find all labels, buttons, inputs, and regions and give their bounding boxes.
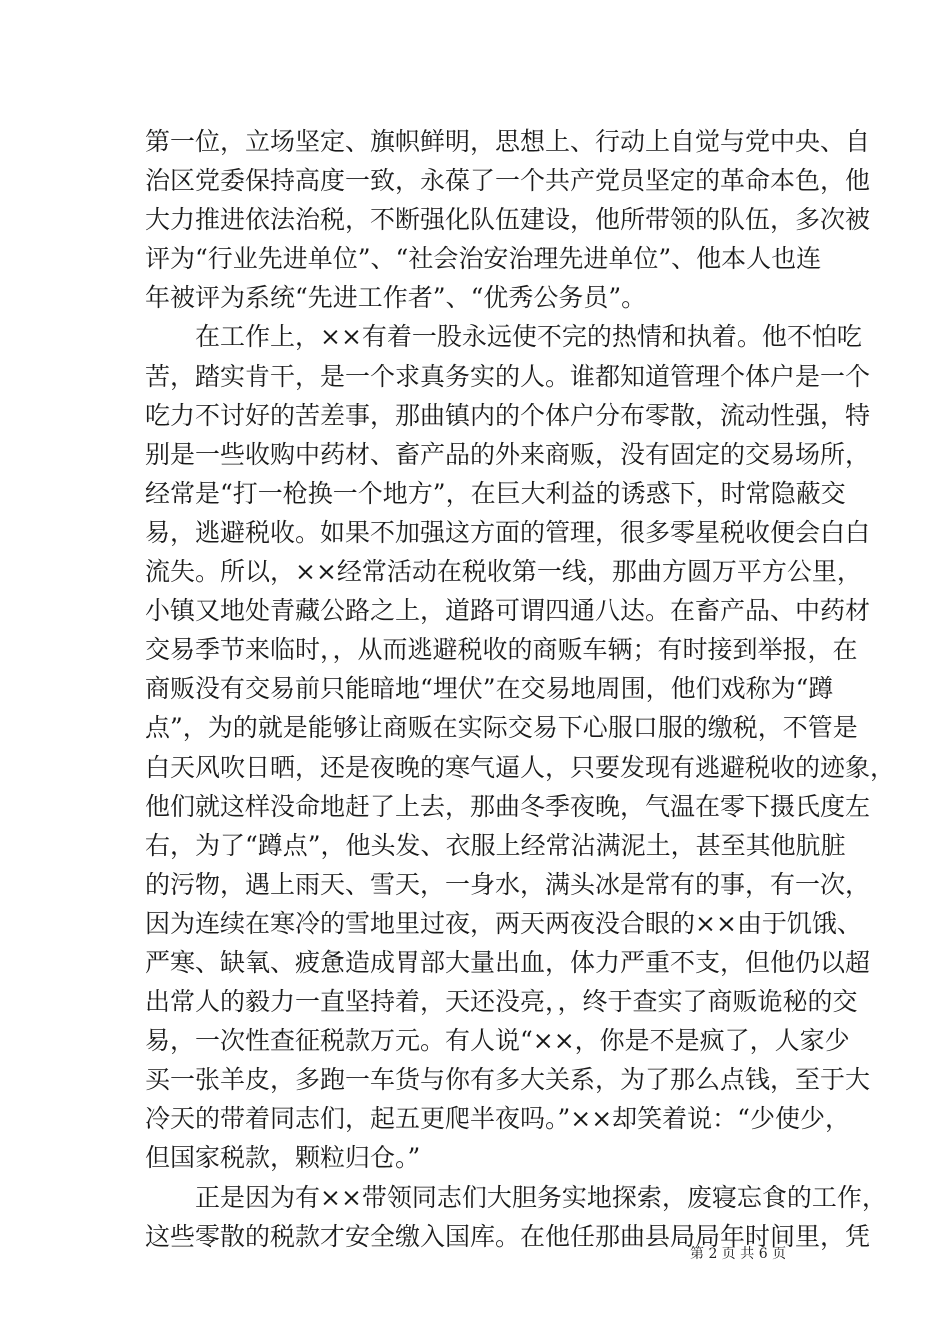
text-line: 苦，踏实肯干，是一个求真务实的人。谁都知道管理个体户是一个 (145, 361, 871, 391)
text-line: 这些零散的税款才安全缴入国库。在他任那曲县局局年时间里，凭 (145, 1221, 871, 1251)
text-line: 评为“行业先进单位”、“社会治安治理先进单位”、他本人也连 (145, 244, 822, 274)
text-line: 出常人的毅力一直坚持着，天还没亮，，终于查实了商贩诡秘的交 (145, 987, 858, 1017)
text-line: 第一位，立场坚定、旗帜鲜明，思想上、行动上自觉与党中央、自 (145, 127, 871, 156)
text-line: 正是因为有××带领同志们大胆务实地探索，废寝忘食的工作， (145, 1182, 887, 1212)
text-line: 别是一些收购中药材、畜产品的外来商贩，没有固定的交易场所， (145, 439, 871, 469)
text-line: 流失。所以，××经常活动在税收第一线，那曲方圆万平方公里， (145, 557, 862, 587)
text-line: 因为连续在寒冷的雪地里过夜，两天两夜没合眼的××由于饥饿、 (145, 908, 862, 938)
text-line: 小镇又地处青藏公路之上，道路可谓四通八达。在畜产品、中药材 (145, 596, 871, 626)
text-line: 买一张羊皮，多跑一车货与你有多大关系，为了那么点钱，至于大 (145, 1065, 871, 1095)
text-line: 易，逃避税收。如果不加强这方面的管理，很多零星税收便会白白 (145, 517, 871, 547)
page-number-footer: 第 2 页 共 6 页 (690, 1246, 787, 1262)
text-line: 经常是“打一枪换一个地方”，在巨大利益的诱惑下，时常隐蔽交 (145, 478, 846, 508)
body-text (145, 122, 896, 1256)
text-line: 的污物，遇上雨天、雪天，一身水，满头冰是常有的事，有一次， (145, 869, 871, 899)
text-line: 交易季节来临时，，从而逃避税收的商贩车辆；有时接到举报，在 (145, 635, 858, 665)
text-line: 严寒、缺氧、疲惫造成胃部大量出血，体力严重不支，但他仍以超 (145, 947, 871, 977)
text-line: 点”，为的就是能够让商贩在实际交易下心服口服的缴税，不管是 (145, 713, 858, 743)
text-line: 大力推进依法治税，不断强化队伍建设，他所带领的队伍，多次被 (145, 205, 871, 235)
text-line: 冷天的带着同志们，起五更爬半夜吗。”××却笑着说：“少使少， (145, 1104, 850, 1134)
text-line: 易，一次性查征税款万元。有人说“××，你是不是疯了，人家少 (145, 1026, 850, 1056)
text-line: 在工作上，××有着一股永远使不完的热情和执着。他不怕吃 (145, 322, 862, 352)
text-line: 白天风吹日晒，还是夜晚的寒气逼人，只要发现有逃避税收的迹象， (145, 752, 896, 782)
text-line: 右，为了“蹲点”，他头发、衣服上经常沾满泥土，甚至其他肮脏 (145, 830, 846, 860)
text-line: 治区党委保持高度一致，永葆了一个共产党员坚定的革命本色，他 (145, 166, 871, 196)
text-line: 商贩没有交易前只能暗地“埋伏”在交易地周围，他们戏称为“蹲 (145, 674, 834, 704)
text-line: 他们就这样没命地赶了上去，那曲冬季夜晚，气温在零下摄氏度左 (145, 791, 871, 821)
text-line: 吃力不讨好的苦差事，那曲镇内的个体户分布零散，流动性强，特 (145, 400, 871, 430)
text-line: 但国家税款，颗粒归仓。” (145, 1143, 421, 1173)
text-line: 年被评为系统“先进工作者”、“优秀公务员”。 (145, 283, 647, 313)
